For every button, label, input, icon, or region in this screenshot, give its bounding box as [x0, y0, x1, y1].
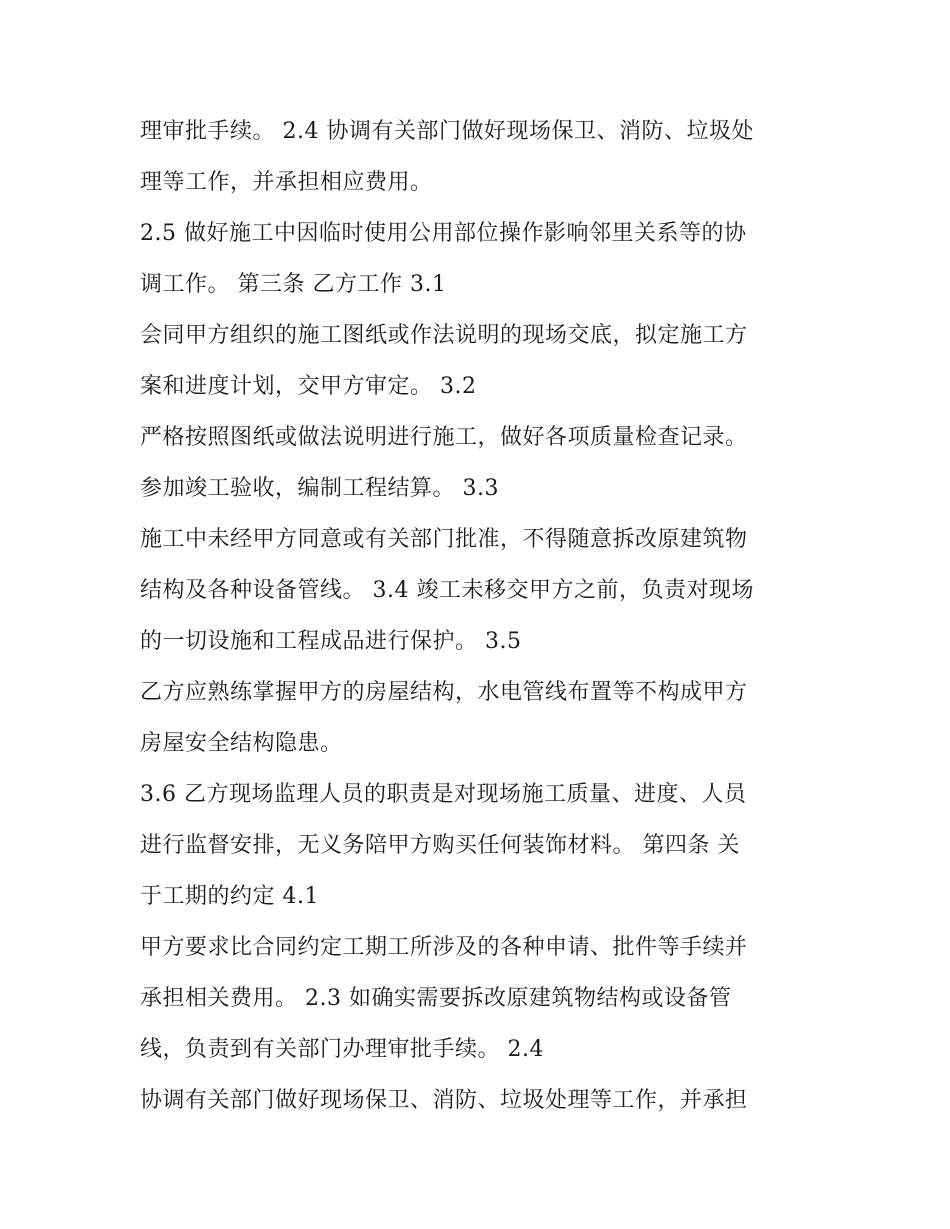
- text-line: 的一切设施和工程成品进行保护。 3.5: [140, 629, 522, 654]
- text-line: 协调有关部门做好现场保卫、消防、垃圾处理等工作，并承担: [140, 1088, 748, 1113]
- text-line: 2.5 做好施工中因临时使用公用部位操作影响邻里关系等的协: [140, 221, 747, 246]
- text-line: 进行监督安排，无义务陪甲方购买任何装饰材料。 第四条 关: [140, 833, 740, 858]
- text-line: 于工期的约定 4.1: [140, 884, 319, 909]
- text-line: 甲方要求比合同约定工期工所涉及的各种申请、批件等手续并: [140, 935, 748, 960]
- text-line: 参加竣工验收，编制工程结算。 3.3: [140, 476, 499, 501]
- text-line: 会同甲方组织的施工图纸或作法说明的现场交底，拟定施工方: [140, 323, 748, 348]
- text-line: 承担相关费用。 2.3 如确实需要拆改原建筑物结构或设备管: [140, 986, 732, 1011]
- text-line: 理等工作，并承担相应费用。: [140, 170, 433, 195]
- text-line: 3.6 乙方现场监理人员的职责是对现场施工质量、进度、人员: [140, 782, 747, 807]
- body-text: [140, 106, 840, 1126]
- text-line: 结构及各种设备管线。 3.4 竣工未移交甲方之前，负责对现场: [140, 578, 754, 603]
- text-line: 线，负责到有关部门办理审批手续。 2.4: [140, 1037, 544, 1062]
- text-line: 调工作。 第三条 乙方工作 3.1: [140, 272, 447, 297]
- text-line: 房屋安全结构隐患。: [140, 731, 343, 756]
- text-line: 施工中未经甲方同意或有关部门批准，不得随意拆改原建筑物: [140, 527, 748, 552]
- text-line: 理审批手续。 2.4 协调有关部门做好现场保卫、消防、垃圾处: [140, 119, 754, 144]
- text-line: 严格按照图纸或做法说明进行施工，做好各项质量检查记录。: [140, 425, 748, 450]
- text-line: 案和进度计划，交甲方审定。 3.2: [140, 374, 477, 399]
- text-line: 乙方应熟练掌握甲方的房屋结构，水电管线布置等不构成甲方: [140, 680, 748, 705]
